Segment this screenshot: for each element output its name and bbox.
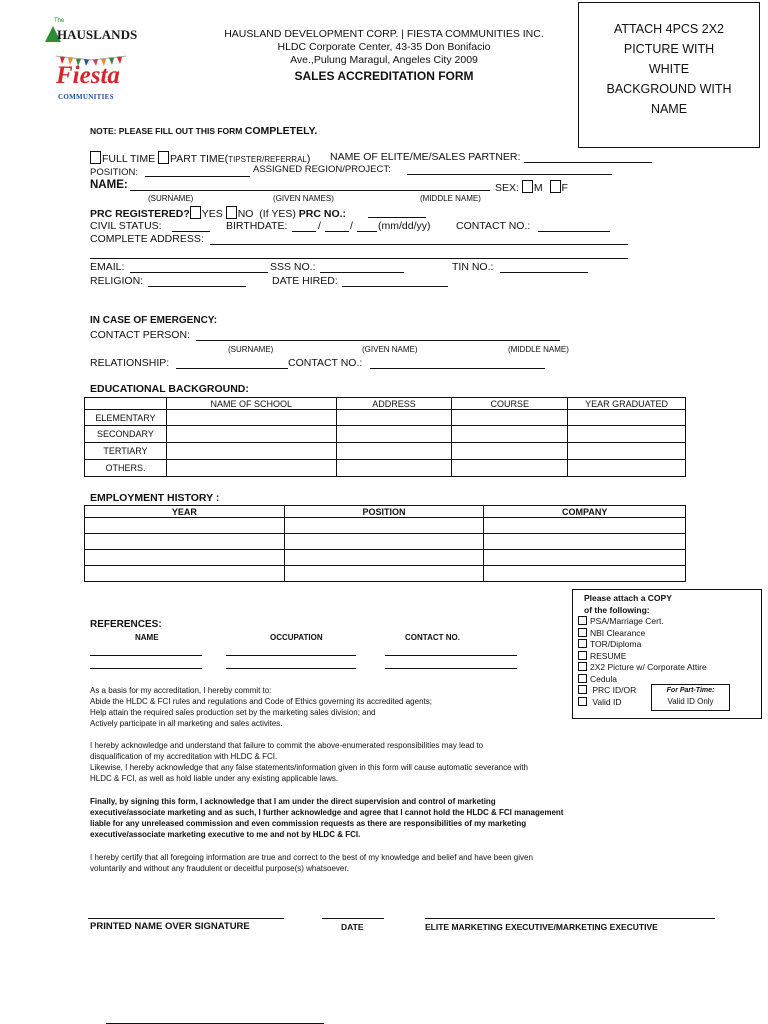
employment-cell[interactable] (484, 534, 686, 550)
attachment-checkbox[interactable] (578, 639, 587, 648)
terms-line: Abide the HLDC & FCI rules and regulations and Code of Ethics governing its accredited agents; (90, 697, 432, 706)
education-row-others (85, 460, 686, 477)
elite-partner-label: NAME OF ELITE/ME/SALES PARTNER: (330, 151, 521, 163)
sss-field[interactable] (320, 272, 404, 273)
education-level: SECONDARY (85, 426, 167, 443)
part-time-close: ) (306, 153, 311, 165)
female-checkbox[interactable] (550, 180, 561, 193)
reference-2-name-field[interactable] (90, 668, 202, 669)
photo-box-line-4: BACKGROUND WITH (606, 82, 732, 96)
photo-attach-box (578, 2, 760, 148)
sss-label: SSS NO.: (270, 261, 316, 273)
printed-name-label: PRINTED NAME OVER SIGNATURE (90, 921, 250, 932)
birthdate-sep-1: / (318, 220, 321, 232)
fiesta-logo-text: Fiesta (56, 62, 120, 89)
terms-line: Finally, by signing this form, I acknowledge that I am under the direct supervision and control of marketing (90, 797, 496, 806)
emergency-middle-hint: (MIDDLE NAME) (508, 345, 569, 354)
attachment-checkbox[interactable] (578, 628, 587, 637)
employment-col-company: COMPANY (484, 506, 686, 518)
emergency-contact-field[interactable] (196, 340, 560, 341)
attachment-checkbox[interactable] (578, 651, 587, 660)
education-level: ELEMENTARY (85, 410, 167, 426)
employment-row (85, 518, 686, 534)
education-cell[interactable] (336, 443, 452, 460)
references-col-occupation: OCCUPATION (270, 633, 323, 642)
prc-yes-label: YES (201, 208, 223, 220)
middle-name-hint: (MIDDLE NAME) (420, 194, 481, 203)
education-cell[interactable] (568, 410, 686, 426)
education-row-secondary (85, 426, 686, 443)
emergency-phone-label: CONTACT NO.: (288, 357, 363, 369)
email-label: EMAIL: (90, 261, 125, 273)
employment-cell[interactable] (284, 566, 484, 582)
education-row-tertiary (85, 443, 686, 460)
education-cell[interactable] (336, 460, 452, 477)
employment-cell[interactable] (85, 518, 285, 534)
photo-box-line-2: PICTURE WITH (623, 42, 715, 56)
education-header-blank (85, 398, 167, 410)
attachment-label: NBI Clearance (590, 627, 646, 638)
signature-line[interactable] (88, 918, 284, 919)
employment-col-year: YEAR (85, 506, 285, 518)
terms-paragraph-4 (90, 852, 730, 874)
employment-cell[interactable] (85, 566, 285, 582)
part-time-box-label: For Part-Time: (666, 687, 715, 694)
sex-label: SEX: (495, 182, 519, 194)
form-title: SALES ACCREDITATION FORM (294, 69, 474, 83)
prc-number-label: PRC NO.: (298, 208, 347, 220)
region-field[interactable] (407, 174, 612, 175)
employment-col-position: POSITION (284, 506, 484, 518)
attachments-title-1: Please attach a COPY (584, 593, 672, 603)
address-label: COMPLETE ADDRESS: (90, 233, 204, 245)
form-note (90, 125, 317, 137)
employment-row (85, 534, 686, 550)
education-col-year: YEAR GRADUATED (568, 398, 686, 410)
relationship-label: RELATIONSHIP: (90, 357, 170, 369)
employment-heading: EMPLOYMENT HISTORY : (90, 492, 220, 504)
education-col-address: ADDRESS (336, 398, 452, 410)
employment-cell[interactable] (484, 566, 686, 582)
company-name: HAUSLAND DEVELOPMENT CORP. | FIESTA COMMUNITIES INC. (224, 28, 544, 40)
terms-line: As a basis for my accreditation, I hereby commit to: (90, 686, 272, 695)
part-time-label: PART TIME( (170, 153, 229, 165)
terms-line: executive/associate marketing executive to me and not by HLDC & FCI. (90, 830, 361, 839)
birthdate-day-field[interactable] (325, 231, 349, 232)
female-label: F (561, 182, 568, 194)
date-line[interactable] (322, 918, 384, 919)
tin-field[interactable] (500, 272, 588, 273)
birthdate-year-field[interactable] (357, 231, 377, 232)
attachment-checkbox[interactable] (578, 662, 587, 671)
date-hired-label: DATE HIRED: (272, 275, 338, 287)
surname-hint: (SURNAME) (148, 194, 194, 203)
references-col-contact: CONTACT NO. (405, 633, 460, 642)
terms-line: disqualification of my accreditation with HLDC & FCI. (90, 752, 278, 761)
address-field-2[interactable] (90, 258, 628, 259)
education-cell[interactable] (166, 443, 336, 460)
civil-status-field[interactable] (172, 231, 210, 232)
prc-registered-label: PRC REGISTERED? (90, 208, 190, 220)
note-emphasis: COMPLETELY. (244, 125, 318, 137)
references-heading: REFERENCES: (90, 619, 162, 630)
name-field[interactable] (130, 190, 490, 191)
education-row-elementary (85, 410, 686, 426)
fiesta-logo-sub: COMMUNITIES (58, 93, 114, 101)
attachment-label: Cedula (590, 673, 617, 684)
education-heading: EDUCATIONAL BACKGROUND: (90, 383, 249, 395)
prc-number-field[interactable] (368, 217, 426, 218)
company-address-2: Ave.,Pulung Maragul, Angeles City 2009 (290, 54, 478, 66)
education-cell[interactable] (452, 443, 568, 460)
male-label: M (533, 182, 543, 194)
contact-label: CONTACT NO.: (456, 220, 531, 232)
photo-box-line-3: WHITE (648, 62, 690, 76)
terms-paragraph-2 (90, 740, 690, 784)
employment-cell[interactable] (484, 518, 686, 534)
executive-label: ELITE MARKETING EXECUTIVE/MARKETING EXECUTIVE (425, 922, 658, 932)
terms-line: HLDC & FCI, as well as hold liable under any existing applicable laws. (90, 774, 339, 783)
company-address-1: HLDC Corporate Center, 43-35 Don Bonifacio (277, 41, 491, 53)
education-cell[interactable] (568, 443, 686, 460)
education-cell[interactable] (336, 426, 452, 443)
attachment-item (578, 651, 761, 663)
employment-table (84, 505, 686, 582)
employment-cell[interactable] (85, 550, 285, 566)
tin-label: TIN NO.: (452, 261, 494, 273)
photo-box-line-1: ATTACH 4PCS 2X2 (614, 22, 724, 36)
reference-1-occupation-field[interactable] (226, 655, 356, 656)
employment-cell[interactable] (284, 550, 484, 566)
full-time-checkbox[interactable] (90, 151, 101, 164)
name-label: NAME: (90, 179, 128, 191)
part-time-note: TIPSTER/REFERRAL (228, 155, 307, 164)
education-cell[interactable] (452, 460, 568, 477)
reference-1-name-field[interactable] (90, 655, 202, 656)
birthdate-sep-2: / (350, 220, 353, 232)
attachment-item (578, 628, 761, 640)
emergency-given-hint: (GIVEN NAME) (362, 345, 418, 354)
elite-partner-field[interactable] (524, 162, 652, 163)
reference-2-occupation-field[interactable] (226, 668, 356, 669)
education-cell[interactable] (452, 426, 568, 443)
executive-signature-line[interactable] (425, 918, 715, 919)
attachment-item (578, 639, 761, 651)
attachment-checkbox[interactable] (578, 674, 587, 683)
terms-line: Likewise, I hereby acknowledge that any false statements/information given in this form will cause automatic severance with (90, 763, 528, 772)
attachment-item (578, 662, 761, 674)
education-cell[interactable] (166, 426, 336, 443)
photo-box-line-5: NAME (650, 102, 688, 116)
attachment-label: TOR/Diploma (590, 639, 642, 649)
religion-label: RELIGION: (90, 275, 144, 287)
attachment-label: Valid ID (592, 696, 622, 707)
education-header-row (85, 398, 686, 410)
contact-field[interactable] (538, 231, 610, 232)
references-col-name: NAME (135, 633, 159, 642)
employment-cell[interactable] (284, 534, 484, 550)
reference-2-contact-field[interactable] (385, 668, 517, 669)
given-names-hint: (GIVEN NAMES) (273, 194, 334, 203)
relationship-field[interactable] (176, 368, 288, 369)
education-level: TERTIARY (85, 443, 167, 460)
education-cell[interactable] (568, 426, 686, 443)
education-cell[interactable] (166, 460, 336, 477)
hauslands-logo-small: The (54, 18, 65, 24)
attachment-label: RESUME (590, 650, 627, 661)
education-level: OTHERS. (85, 460, 167, 477)
employment-row (85, 550, 686, 566)
attachment-label: 2X2 Picture w/ Corporate Attire (590, 662, 707, 672)
sex-group (495, 180, 568, 194)
prc-if-yes-label: (If YES) (259, 208, 296, 220)
date-label: DATE (341, 922, 364, 932)
attachments-title-2: of the following: (584, 604, 650, 615)
attachment-checkbox[interactable] (578, 616, 587, 625)
employment-header-row (85, 506, 686, 518)
employment-cell[interactable] (484, 550, 686, 566)
prc-row (90, 206, 346, 220)
region-label: ASSIGNED REGION/PROJECT: (253, 164, 391, 175)
male-checkbox[interactable] (522, 180, 533, 193)
hauslands-logo-text: HAUSLANDS (57, 27, 138, 42)
education-cell[interactable] (166, 410, 336, 426)
emergency-surname-hint: (SURNAME) (228, 345, 274, 354)
terms-line: liable for any unreleased commission and even commission requests as there are responsibilities of my marketing (90, 819, 527, 828)
attachment-label: PRC ID/OR (592, 685, 637, 695)
employment-cell[interactable] (85, 534, 285, 550)
terms-paragraph-1 (90, 685, 690, 729)
civil-status-label: CIVIL STATUS: (90, 220, 162, 232)
emergency-phone-field[interactable] (370, 368, 545, 369)
education-cell[interactable] (336, 410, 452, 426)
position-field[interactable] (145, 176, 250, 177)
education-cell[interactable] (568, 460, 686, 477)
employment-row (85, 566, 686, 582)
birthdate-format: (mm/dd/yy) (378, 220, 431, 232)
terms-line: executive/associate marketing and as such, I further acknowledge and agree that I cannot hold the HLDC & FCI management (90, 808, 564, 817)
terms-line: voluntarily and without any fraudulent or deceitful purpose(s) whatsoever. (90, 864, 349, 873)
birthdate-month-field[interactable] (292, 231, 316, 232)
terms-line: Actively participate in all marketing and sales activites. (90, 719, 283, 728)
reference-1-contact-field[interactable] (385, 655, 517, 656)
email-field[interactable] (130, 272, 268, 273)
part-time-box-value: Valid ID Only (667, 697, 714, 706)
emergency-contact-label: CONTACT PERSON: (90, 329, 190, 341)
education-table (84, 397, 686, 477)
birthdate-label: BIRTHDATE: (226, 220, 288, 232)
position-label: POSITION: (90, 167, 139, 178)
education-col-school: NAME OF SCHOOL (166, 398, 336, 410)
employment-type-row (90, 151, 310, 165)
employment-cell[interactable] (284, 518, 484, 534)
terms-line: I hereby acknowledge and understand that failure to commit the above-enumerated responsibilities may lead to (90, 741, 484, 750)
full-time-label: FULL TIME (102, 153, 156, 165)
prc-no-label: NO (237, 208, 254, 220)
attachment-label: PSA/Marriage Cert. (590, 616, 664, 626)
terms-line: Help attain the required sales production set by the marketing sales division; and (90, 708, 376, 717)
address-field-1[interactable] (210, 244, 628, 245)
education-cell[interactable] (452, 410, 568, 426)
education-col-course: COURSE (452, 398, 568, 410)
terms-paragraph-3 (90, 796, 730, 840)
part-time-checkbox[interactable] (158, 151, 169, 164)
prc-no-checkbox[interactable] (226, 206, 237, 219)
attachment-item (578, 616, 761, 628)
terms-line: I hereby certify that all foregoing information are true and correct to the best of my knowledge and belief and have been given (90, 853, 533, 862)
emergency-heading: IN CASE OF EMERGENCY: (90, 315, 218, 326)
date-hired-field[interactable] (342, 286, 448, 287)
note-text: NOTE: PLEASE FILL OUT THIS FORM (90, 126, 243, 136)
religion-field[interactable] (148, 286, 246, 287)
prc-yes-checkbox[interactable] (190, 206, 201, 219)
